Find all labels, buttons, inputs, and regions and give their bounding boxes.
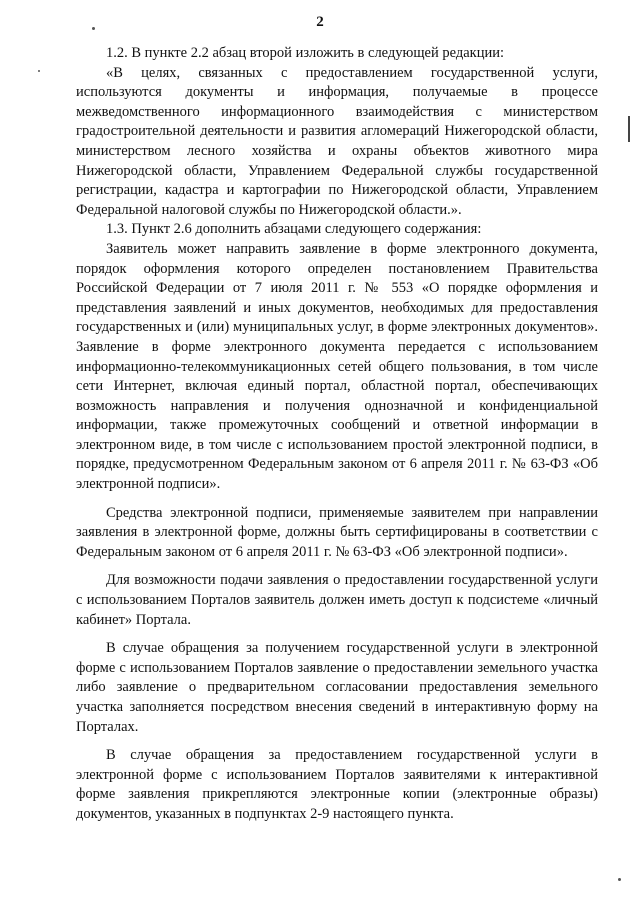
scan-speck <box>618 878 621 881</box>
paragraph-1-3: 1.3. Пункт 2.6 дополнить абзацами следующего содержания: <box>106 221 482 238</box>
page-number: 2 <box>316 14 324 30</box>
paragraph-interactive-form: В случае обращения за получением государственной услуги в электронной форме с использованием Порталов заявление о предоставлении земельного участка либо заявление о предварительном согласовании предоставления земельного участка заполняется посредством внесения сведений в интерактивную форму на Порталах. <box>76 640 598 735</box>
scan-edge-mark <box>628 116 630 142</box>
paragraph-1-2: 1.2. В пункте 2.2 абзац второй изложить в следующей редакции: <box>106 45 505 61</box>
paragraph-portal-access: Для возможности подачи заявления о предоставлении государственной услуги с использованием Порталов заявитель должен иметь доступ к подсистеме «личный кабинет» Портала. <box>76 572 598 628</box>
paragraph-signature-tools: Средства электронной подписи, применяемые заявителем при направлении заявления в электронной форме, должны быть сертифицированы в соответствии с Федеральным законом от 6 апреля 2011 г. № 63-ФЗ «Об электронной подписи». <box>76 504 598 560</box>
scan-speck <box>38 70 40 72</box>
paragraph-quote: «В целях, связанных с предоставлением государственной услуги, используются документы и информация, получаемые в процессе межведомственного информационного взаимодействия с министерством градостроительной деятельности и развития агломераций Нижегородской области, министерством лесного хозяйства и охраны объектов животного мира Нижегородской области, Управлением Федеральной службы государственной регистрации, кадастра и картографии по Нижегородской области, Управлением Федеральной налоговой службы по Нижегородской области.». <box>76 64 598 218</box>
scan-speck <box>92 27 95 30</box>
paragraph-attachments: В случае обращения за предоставлением государственной услуги в электронной форме с использованием Порталов заявителями к интерактивной форме заявления прикрепляются электронные копии (электронные образы) документов, указанных в подпунктах 2-9 настоящего пункта. <box>76 747 598 822</box>
paragraph-electronic-application: Заявитель может направить заявление в форме электронного документа, порядок оформления которого определен постановлением Правительства Российской Федерации от 7 июля 2011 г. № 553 «О порядке оформления и представления заявлений и иных документов, необходимых для предоставления государственных и (или) муниципальных услуг, в форме электронных документов». Заявление в форме электронного документа передается с использованием информационно-телекоммуникационных сетей общего пользования, в том числе сети Интернет, включая единый портал, областной портал, обеспечивающих возможность направления и получения однозначной и конфиденциальной информации, также промежуточных сообщений и ответной информации в электронном виде, в том числе с использованием простой электронной подписи, в порядке, предусмотренном Федеральным законом от 6 апреля 2011 г. № 63-ФЗ «Об электронной подписи». <box>76 240 598 493</box>
document-body <box>76 44 598 825</box>
